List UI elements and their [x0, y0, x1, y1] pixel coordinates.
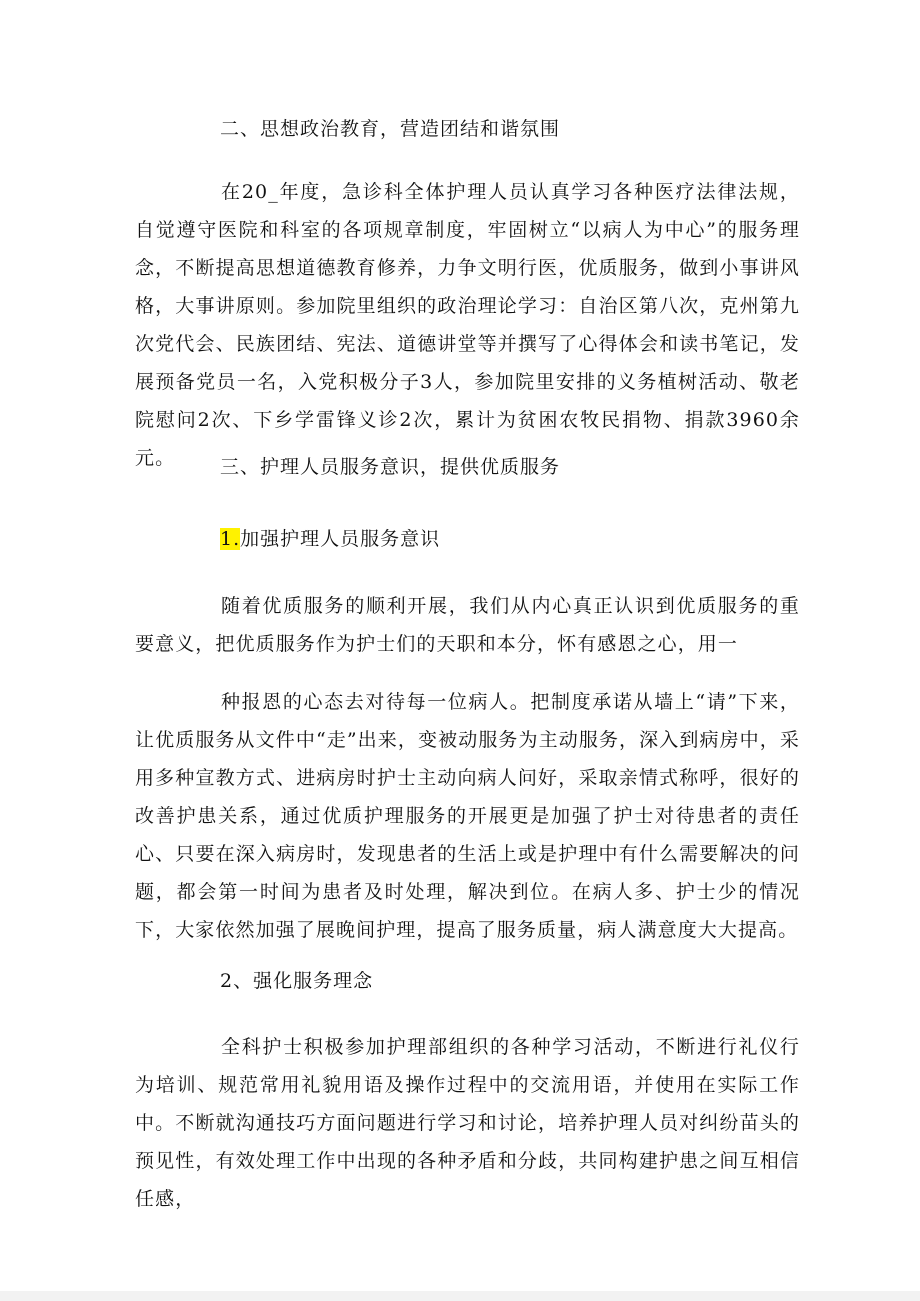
section-heading-3: 三、护理人员服务意识，提供优质服务 — [220, 456, 561, 478]
paragraph-service-concept: 全科护士积极参加护理部组织的各种学习活动，不断进行礼仪行为培训、规范常用礼貌用语及操作过程中的交流用语，并使用在实际工作中。不断就沟通技巧方面问题进行学习和讨论，培养护理人员对纠纷苗头的预见性，有效处理工作中出现的各种矛盾和分歧，共同构建护患之间互相信任感， — [135, 1036, 800, 1210]
paragraph-political-education: 在20_年度，急诊科全体护理人员认真学习各种医疗法律法规，自觉遵守医院和科室的各项规章制度，牢固树立“以病人为中心”的服务理念，不断提高思想道德教育修养，力争文明行医，优质服务，做到小事讲风格，大事讲原则。参加院里组织的政治理论学习：自治区第八次，克州第九次党代会、民族团结、宪法、道德讲堂等并撰写了心得体会和读书笔记，发展预备党员一名，入党积极分子3人，参加院里安排的义务植树活动、敬老院慰问2次、下乡学雷锋义诊2次，累计为贫困农牧民捐物、捐款3960余元。 — [135, 181, 800, 469]
subsection-heading-1 — [220, 527, 440, 551]
subsection-heading-1-text: 加强护理人员服务意识 — [240, 528, 441, 550]
subsection-number-highlight: 1. — [220, 528, 241, 550]
page-bottom-edge — [0, 1291, 920, 1301]
section-heading-2: 二、思想政治教育，营造团结和谐氛围 — [220, 118, 561, 140]
paragraph-service-awareness-part2: 种报恩的心态去对待每一位病人。把制度承诺从墙上“请”下来，让优质服务从文件中“走”出来，变被动服务为主动服务，深入到病房中，采用多种宣教方式、进病房时护士主动向病人问好，采取亲情式称呼，很好的改善护患关系，通过优质护理服务的开展更是加强了护士对待患者的责任心、只要在深入病房时，发现患者的生活上或是护理中有什么需要解决的问题，都会第一时间为患者及时处理，解决到位。在病人多、护士少的情况下，大家依然加强了展晚间护理，提高了服务质量，病人满意度大大提高。 — [135, 691, 800, 941]
paragraph-service-awareness-part1: 随着优质服务的顺利开展，我们从内心真正认识到优质服务的重要意义，把优质服务作为护士们的天职和本分，怀有感恩之心，用一 — [135, 595, 800, 655]
subsection-heading-2: 2、强化服务理念 — [220, 970, 374, 992]
